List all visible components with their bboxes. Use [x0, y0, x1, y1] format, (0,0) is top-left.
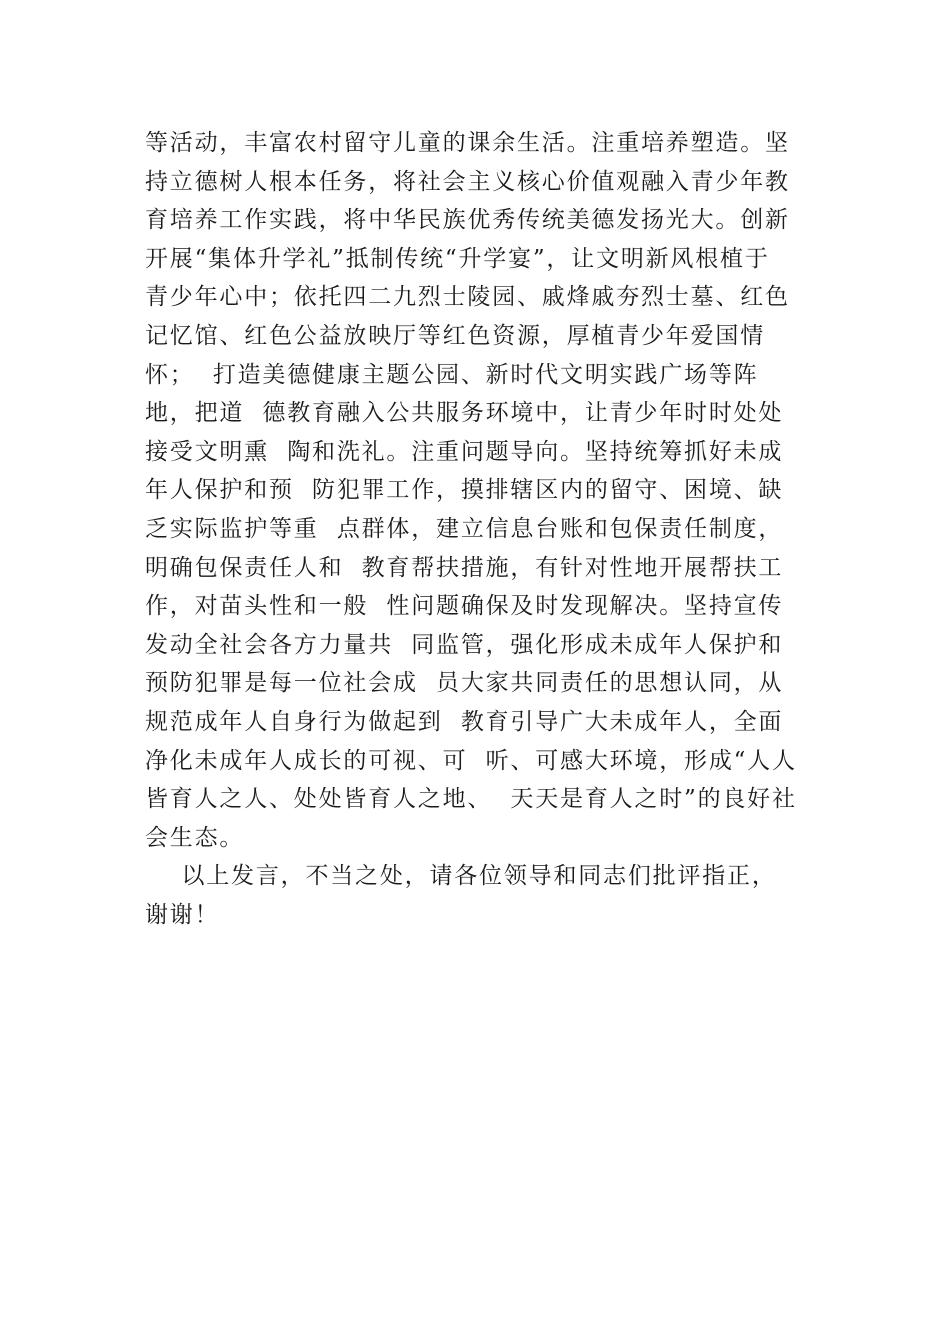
- text-line: 净化未成年人成长的可视、可 听、可感大环境，形成“人人: [145, 747, 797, 774]
- text-line: 年人保护和预 防犯罪工作，摸排辖区内的留守、困境、缺: [145, 477, 784, 504]
- text-line: 记忆馆、红色公益放映厅等红色资源，厚植青少年爱国情: [145, 322, 765, 349]
- text-line: 地，把道 德教育融入公共服务环境中，让青少年时时处处: [145, 400, 784, 427]
- text-line: 育培养工作实践，将中华民族优秀传统美德发扬光大。创新: [145, 207, 790, 234]
- text-line: 持立德树人根本任务，将社会主义核心价值观融入青少年教: [145, 168, 790, 195]
- document-body: [145, 124, 825, 934]
- text-line: 会生态。: [145, 824, 245, 851]
- text-line: 等活动，丰富农村留守儿童的课余生活。注重培养塑造。坚: [145, 130, 790, 156]
- text-line: 开展“集体升学礼”抵制传统“升学宴”，让文明新风根植于: [145, 245, 770, 272]
- text-line: 接受文明熏 陶和洗礼。注重问题导向。坚持统筹抓好未成: [145, 438, 784, 465]
- text-line: 皆育人之人、处处皆育人之地、 天天是育人之时”的良好社: [145, 786, 797, 813]
- text-line: 预防犯罪是每一位社会成 员大家共同责任的思想认同，从: [145, 670, 784, 697]
- text-line: 明确包保责任人和 教育帮扶措施，有针对性地开展帮扶工: [145, 554, 784, 581]
- text-line: 作，对苗头性和一般 性问题确保及时发现解决。坚持宣传: [145, 593, 784, 620]
- paragraph-2: [145, 857, 825, 934]
- text-line: 规范成年人自身行为做起到 教育引导广大未成年人，全面: [145, 708, 784, 735]
- paragraph-1: [145, 124, 825, 857]
- text-line: 青少年心中；依托四二九烈士陵园、戚烽戚夯烈士墓、红色: [145, 284, 790, 311]
- text-line: 谢谢！: [145, 901, 220, 928]
- text-line: 乏实际监护等重 点群体，建立信息台账和包保责任制度，: [145, 515, 784, 542]
- text-line: 发动全社会各方力量共 同监管，强化形成未成年人保护和: [145, 631, 784, 658]
- text-line: 以上发言，不当之处，请各位领导和同志们批评指正，: [145, 863, 777, 890]
- text-line: 怀； 打造美德健康主题公园、新时代文明实践广场等阵: [145, 361, 759, 388]
